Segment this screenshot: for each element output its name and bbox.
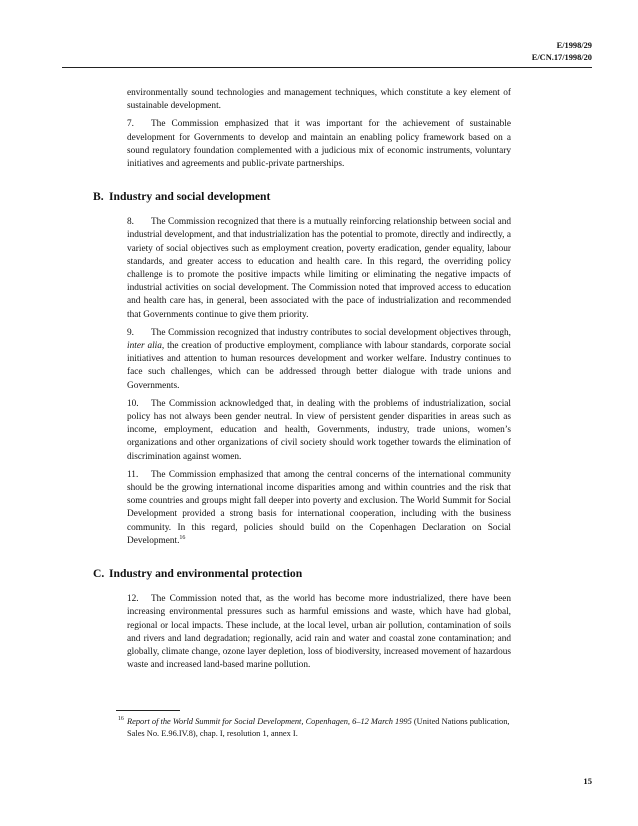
footnote-rule [116, 710, 180, 711]
document-body [93, 87, 511, 677]
footnote-reference[interactable]: 16 [179, 534, 186, 541]
paragraph-9 [127, 327, 511, 393]
paragraph-number: 8. [127, 217, 134, 228]
paragraph-text-part-1: The Commission recognized that industry contributes to social development objectives through, [151, 327, 511, 338]
section-letter: C. [93, 567, 105, 581]
paragraph-text-italic: inter alia [127, 341, 162, 352]
footnote [118, 716, 511, 739]
paragraph-text: The Commission recognized that there is a mutually reinforcing relationship between social and industrial development, and that industrialization has the potential to promote, directly and indirectly, a variety of social objectives such as employment creation, poverty eradication, gender equality, labour standards, and greater access to education and health care. In this regard, the overriding policy challenge is to promote the positive impacts while limiting or eliminating the negative impacts of industrial activities on social development. The Commission noted that improved access to education and health care has, in general, been associated with the pace of industrialization and recommended that Governments continue to give them priority. [127, 217, 511, 320]
header-rule [62, 67, 592, 68]
paragraph-text: The Commission emphasized that it was important for the achievement of sustainable development for Governments to develop and maintain an enabling policy framework based on a sound regulatory foundation complemented with a judicious mix of economic instruments, voluntary initiatives and agreements and public-private partnerships. [127, 119, 511, 170]
paragraph-text-part-2: , the creation of productive employment, compliance with labour standards, corporate social initiatives and attention to human resources development and worker welfare. Industry continues to face such challenges, which can be addressed through better dialogue with trade unions and Governments. [127, 341, 511, 391]
document-symbol-line-1: E/1998/29 [556, 41, 592, 50]
paragraph-continued: environmentally sound technologies and management techniques, which constitute a key element of sustainable development. [127, 88, 511, 112]
paragraph-11 [127, 469, 511, 548]
section-heading-c [93, 567, 511, 581]
paragraph-text: The Commission emphasized that among the central concerns of the international community should be the growing international income disparities among and within countries and the risk that some countries and groups might fall deeper into poverty and exclusion. The World Summit for Social Development provided a strong basis for international cooperation, including with the business community. In this regard, policies should build on the Copenhagen Declaration on Social Development. [127, 469, 511, 546]
paragraph-8 [127, 216, 511, 322]
paragraph-10 [127, 398, 511, 464]
paragraph-text: The Commission noted that, as the world has become more industrialized, there have been increasing environmental pressures such as harmful emissions and waste, which have had global, regional or local impacts. These include, at the local level, urban air pollution, contamination of soils and rivers and land degradation; regionally, acid rain and water and coastal zone contamination; and globally, climate change, ozone layer depletion, loss of biodiversity, increased movement of hazardous waste and increased land-based marine pollution. [127, 594, 511, 671]
section-title: Industry and social development [109, 190, 271, 204]
footnote-mark: 16 [118, 716, 124, 722]
document-symbol [532, 40, 592, 64]
footnote-text: (United Nations publication, Sales No. E.96.IV.8), chap. I, resolution 1, annex I. [127, 717, 510, 738]
paragraph-number: 9. [127, 327, 134, 338]
section-letter: B. [93, 190, 104, 204]
document-symbol-line-2: E/CN.17/1998/20 [531, 53, 592, 62]
paragraph-number: 10. [127, 398, 139, 409]
page-number: 15 [583, 776, 592, 786]
paragraph-12 [127, 593, 511, 672]
paragraph-7 [127, 118, 511, 171]
section-heading-b [93, 190, 511, 204]
paragraph-number: 7. [127, 119, 134, 130]
section-title: Industry and environmental protection [109, 567, 303, 581]
footnote-title: Report of the World Summit for Social Development, Copenhagen, 6–12 March 1995 [127, 717, 412, 726]
paragraph-number: 12. [127, 594, 139, 605]
paragraph-number: 11. [127, 469, 139, 480]
paragraph-text: The Commission acknowledged that, in dealing with the problems of industrialization, social policy has not always been gender neutral. In view of persistent gender disparities in areas such as income, employment, education and health, Governments, industry, trade unions, women’s organizations and other organizations of civil society should work together towards the elimination of discrimination against women. [127, 398, 511, 462]
